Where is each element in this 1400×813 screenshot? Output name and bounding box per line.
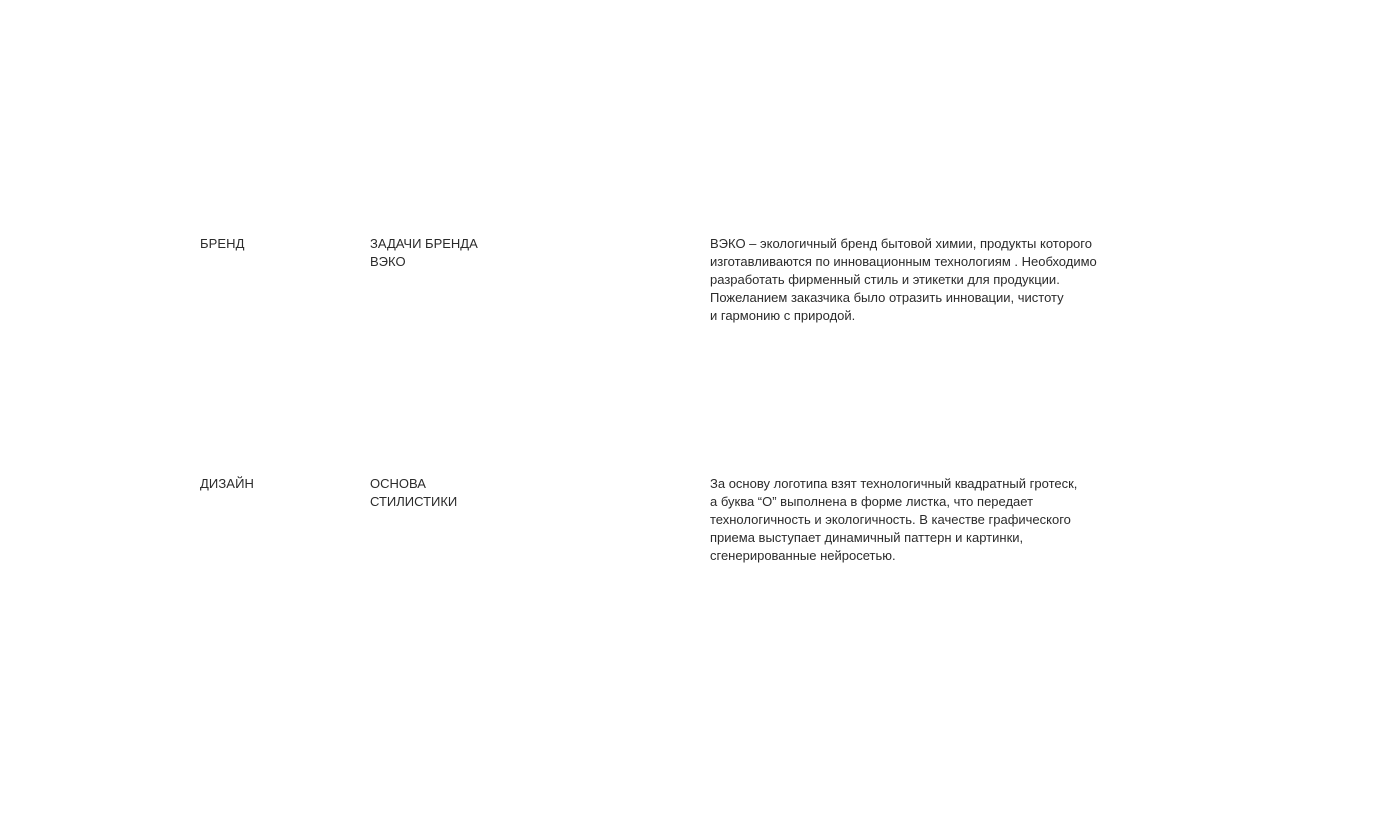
brand-section-label: БРЕНД <box>200 236 245 251</box>
design-section <box>0 475 1400 575</box>
brand-section <box>0 235 1400 335</box>
design-section-description: За основу логотипа взят технологичный квадратный гротеск, а буква “О” выполнена в форме листка, что передает технологичность и экологичность. В качестве графического приема выступает динамичный паттерн и картинки, сгенерированные нейросетью. <box>710 476 1078 563</box>
brand-section-title: ЗАДАЧИ БРЕНДА ВЭКО <box>370 236 478 269</box>
design-section-title: ОСНОВА СТИЛИСТИКИ <box>370 476 458 509</box>
design-section-label: ДИЗАЙН <box>200 476 255 491</box>
brand-section-description: ВЭКО – экологичный бренд бытовой химии, продукты которого изготавливаются по инновационным технологиям . Необходимо разработать фирменный стиль и этикетки для продукции. Пожеланием заказчика было отразить инновации, чистоту и гармонию с природой. <box>710 236 1097 323</box>
